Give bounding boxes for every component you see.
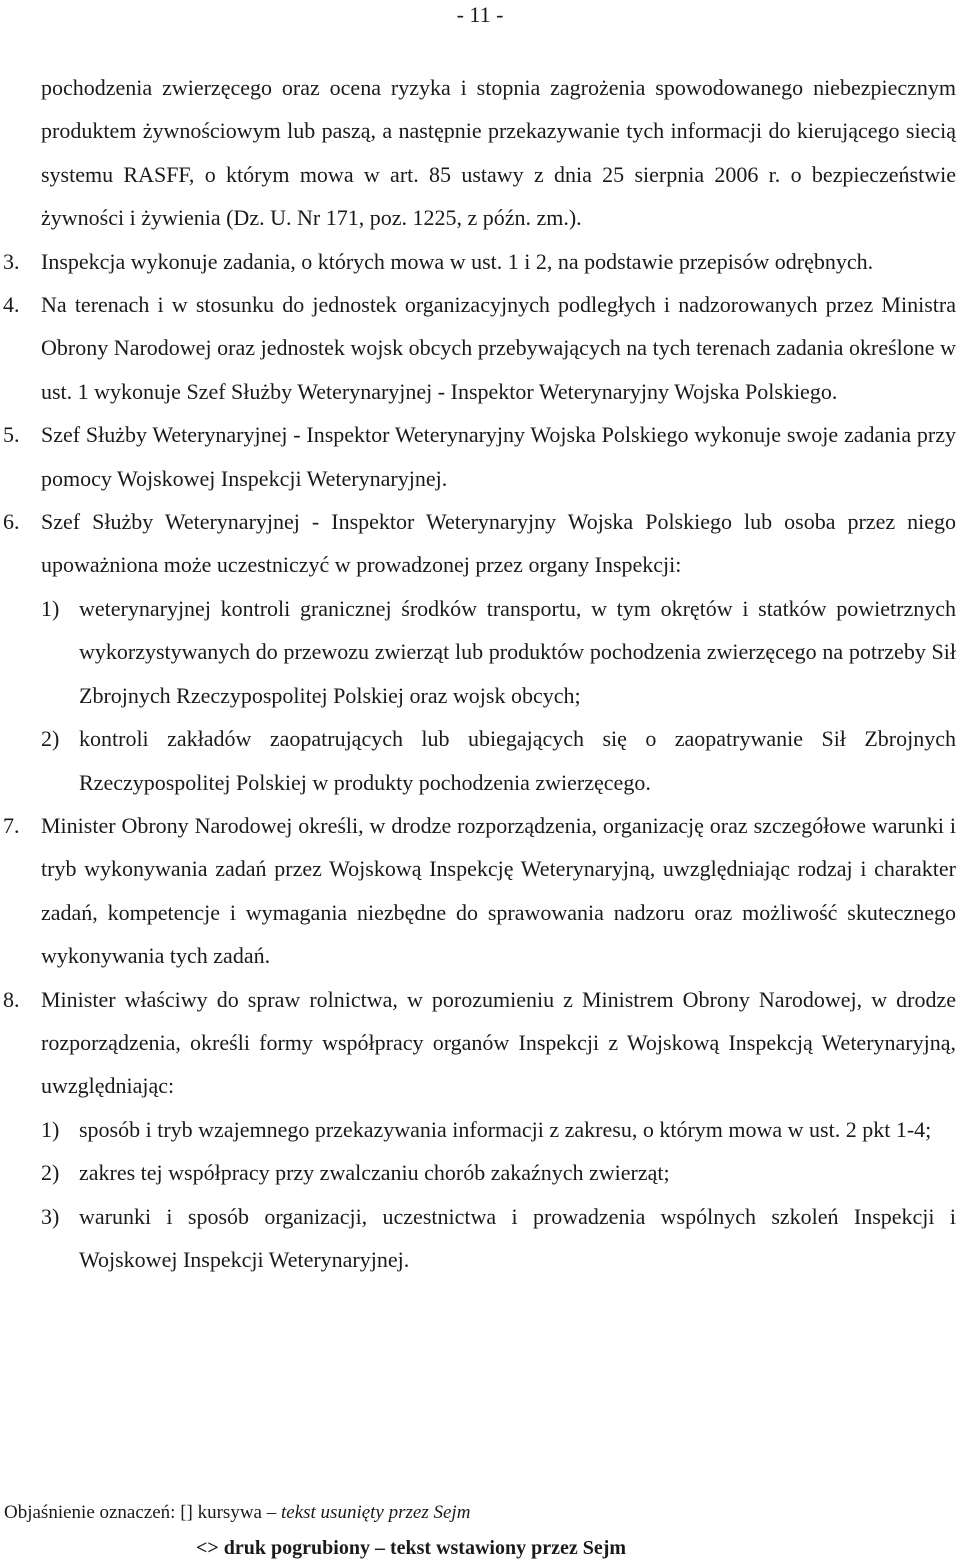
footer-bold-legend: <> druk pogrubiony – tekst wstawiony przez Sejm <box>196 1537 627 1559</box>
paragraph-8-point-3-text: warunki i sposób organizacji, uczestnictwa i prowadzenia wspólnych szkoleń Inspekcji i Wojskowej Inspekcji Weterynaryjnej. <box>79 1203 956 1272</box>
paragraph-8-point-2 <box>41 1151 956 1194</box>
paragraph-6-point-2-text: kontroli zakładów zaopatrujących lub ubiegających się o zaopatrywanie Sił Zbrojnych Rzeczypospolitej Polskiej w produkty pochodzenia zwierzęcego. <box>79 726 956 795</box>
paragraph-3-number: 3. <box>3 248 20 274</box>
paragraph-8-point-3 <box>41 1195 956 1282</box>
paragraph-3-text: Inspekcja wykonuje zadania, o których mowa w ust. 1 i 2, na podstawie przepisów odrębnych. <box>41 248 874 274</box>
paragraph-6-number: 6. <box>3 509 20 535</box>
paragraph-8-point-1-text: sposób i tryb wzajemnego przekazywania informacji z zakresu, o którym mowa w ust. 2 pkt 1-4; <box>79 1116 932 1142</box>
paragraph-8 <box>3 978 956 1108</box>
paragraph-4-text: Na terenach i w stosunku do jednostek organizacyjnych podległych i nadzorowanych przez Ministra Obrony Narodowej oraz jednostek wojsk obcych przebywających na tych terenach zadania określone w ust. 1 wykonuje Szef Służby Weterynaryjnej - Inspektor Weterynaryjny Wojska Polskiego. <box>41 292 956 404</box>
paragraph-7-number: 7. <box>3 812 20 838</box>
document-body <box>3 66 956 1281</box>
footer-legend <box>4 1501 960 1525</box>
paragraph-5-text: Szef Służby Weterynaryjnej - Inspektor Weterynaryjny Wojska Polskiego wykonuje swoje zadania przy pomocy Wojskowej Inspekcji Weterynaryjnej. <box>41 422 956 491</box>
paragraph-8-point-2-text: zakres tej współpracy przy zwalczaniu chorób zakaźnych zwierząt; <box>79 1160 670 1186</box>
paragraph-3 <box>3 240 956 283</box>
paragraph-8-point-1 <box>41 1108 956 1151</box>
footer-legend-prefix: Objaśnienie oznaczeń: [] kursywa – <box>4 1502 281 1523</box>
paragraph-5-number: 5. <box>3 422 20 448</box>
paragraph-8-point-1-number: 1) <box>41 1116 60 1142</box>
paragraph-7-text: Minister Obrony Narodowej określi, w drodze rozporządzenia, organizację oraz szczegółowe warunki i tryb wykonywania zadań przez Wojskową Inspekcję Weterynaryjną, uwzględniając rodzaj i charakter zadań, kompetencje i wymagania niezbędne do sprawowania nadzoru oraz możliwość skutecznego wykonywania tych zadań. <box>41 812 956 969</box>
paragraph-8-number: 8. <box>3 986 20 1012</box>
paragraph-8-point-3-number: 3) <box>41 1203 60 1229</box>
paragraph-4 <box>3 283 956 413</box>
paragraph-6-text: Szef Służby Weterynaryjnej - Inspektor Weterynaryjny Wojska Polskiego lub osoba przez niego upoważniona może uczestniczyć w prowadzonej przez organy Inspekcji: <box>41 509 956 578</box>
paragraph-6-point-2-number: 2) <box>41 726 60 752</box>
paragraph-5 <box>3 413 956 500</box>
paragraph-4-number: 4. <box>3 292 20 318</box>
paragraph-6-point-2 <box>41 717 956 804</box>
paragraph-6-point-1-text: weterynaryjnej kontroli granicznej środków transportu, w tym okrętów i statków powietrznych wykorzystywanych do przewozu zwierząt lub produktów pochodzenia zwierzęcego na potrzeby Sił Zbrojnych Rzeczypospolitej Polskiej oraz wojsk obcych; <box>79 595 956 708</box>
paragraph-6 <box>3 500 956 587</box>
page-number: - 11 - <box>456 2 504 27</box>
paragraph-6-point-1-number: 1) <box>41 595 60 621</box>
paragraph-7 <box>3 804 956 978</box>
paragraph-intro: pochodzenia zwierzęcego oraz ocena ryzyka i stopnia zagrożenia spowodowanego niebezpiecznym produktem żywnościowym lub paszą, a następnie przekazywanie tych informacji do kierującego siecią systemu RASFF, o którym mowa w art. 85 ustawy z dnia 25 sierpnia 2006 r. o bezpieczeństwie żywności i żywienia (Dz. U. Nr 171, poz. 1225, z późn. zm.). <box>41 75 956 231</box>
paragraph-8-point-2-number: 2) <box>41 1160 60 1186</box>
paragraph-6-point-1 <box>41 587 956 717</box>
paragraph-8-text: Minister właściwy do spraw rolnictwa, w porozumieniu z Ministrem Obrony Narodowej, w drodze rozporządzenia, określi formy współpracy organów Inspekcji z Wojskową Inspekcją Weterynaryjną, uwzględniając: <box>41 986 956 1099</box>
footer-legend-italic: tekst usunięty przez Sejm <box>280 1502 471 1523</box>
